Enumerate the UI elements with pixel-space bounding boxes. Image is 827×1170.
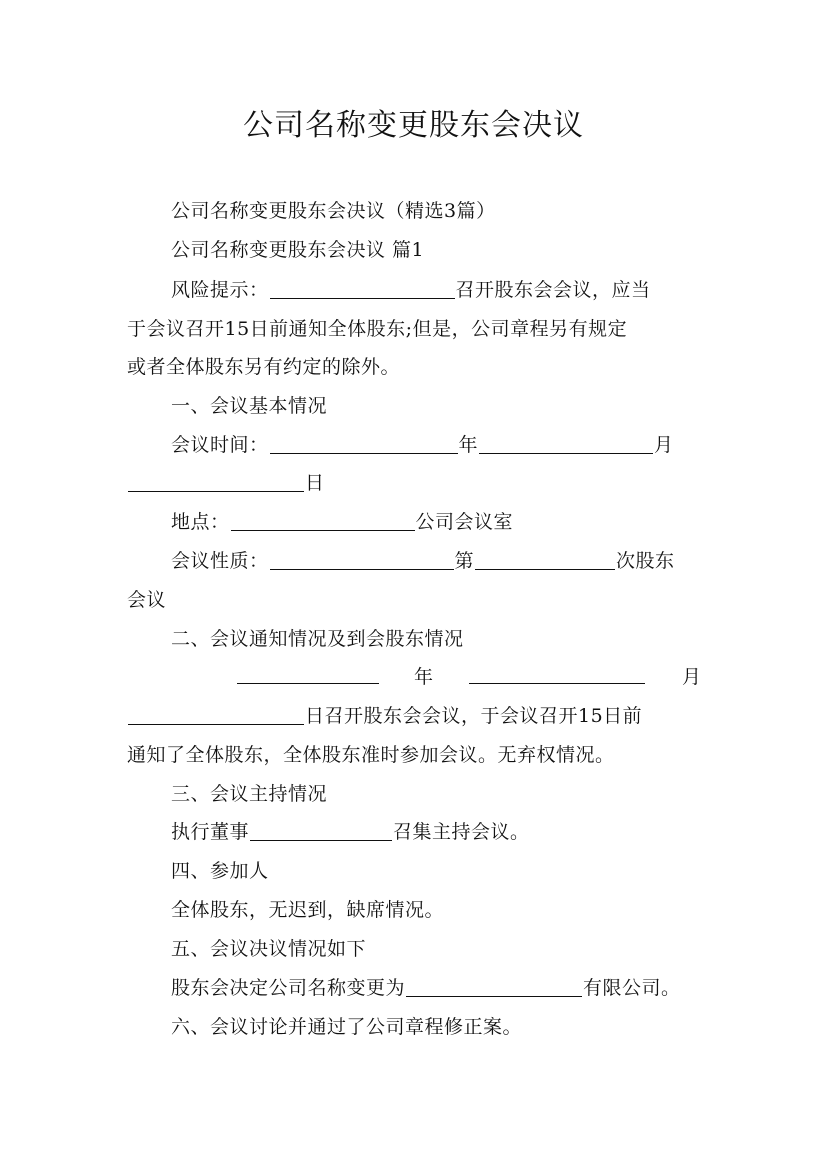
nature-tail: 次股东 <box>616 550 675 572</box>
blank-field[interactable] <box>237 665 379 684</box>
subtitle: 公司名称变更股东会决议（精选3篇） <box>171 200 496 222</box>
notice-year: 年 <box>414 666 434 688</box>
meeting-day-line <box>127 471 707 495</box>
host-tail: 召集主持会议。 <box>393 821 530 843</box>
month-label: 月 <box>654 434 674 456</box>
place-line <box>171 510 711 534</box>
blank-field[interactable] <box>406 978 582 997</box>
host-line <box>171 820 711 844</box>
notice-line2-tail: 日召开股东会会议，于会议召开15日前 <box>305 705 643 727</box>
meeting-time-line <box>171 433 711 457</box>
attendance-line: 全体股东，无迟到，缺席情况。 <box>171 899 445 921</box>
resolution-tail: 有限公司。 <box>583 977 681 999</box>
place-tail: 公司会议室 <box>415 511 514 533</box>
blank-field[interactable] <box>128 706 304 725</box>
nature-line <box>171 549 711 573</box>
heading-6: 六、会议讨论并通过了公司章程修正案。 <box>171 1016 523 1038</box>
nature-line-2: 会议 <box>127 589 167 611</box>
heading-3: 三、会议主持情况 <box>171 783 328 805</box>
resolution-line <box>171 976 711 1000</box>
blank-field[interactable] <box>128 473 304 492</box>
blank-field[interactable] <box>475 551 615 570</box>
risk-line-3: 或者全体股东另有约定的除外。 <box>127 356 401 378</box>
resolution-label: 股东会决定公司名称变更为 <box>171 977 406 999</box>
place-label: 地点： <box>171 511 230 533</box>
blank-field[interactable] <box>469 665 645 684</box>
risk-label: 风险提示： <box>171 279 269 301</box>
blank-field[interactable] <box>250 822 392 841</box>
blank-field[interactable] <box>270 280 455 299</box>
section-heading: 公司名称变更股东会决议 篇1 <box>171 239 425 261</box>
blank-field[interactable] <box>270 435 458 454</box>
host-label: 执行董事 <box>171 821 250 843</box>
heading-4: 四、参加人 <box>171 860 269 882</box>
risk-line-1 <box>171 278 711 302</box>
blank-field[interactable] <box>479 435 653 454</box>
heading-1: 一、会议基本情况 <box>171 395 328 417</box>
meeting-time-label: 会议时间： <box>171 434 269 456</box>
blank-field[interactable] <box>231 512 415 531</box>
notice-line-3: 通知了全体股东，全体股东准时参加会议。无弃权情况。 <box>127 744 615 766</box>
heading-2: 二、会议通知情况及到会股东情况 <box>171 628 464 650</box>
risk-line-2: 于会议召开15日前通知全体股东;但是，公司章程另有规定 <box>127 318 628 340</box>
notice-month: 月 <box>682 666 702 688</box>
nature-label: 会议性质： <box>171 550 269 572</box>
document-title: 公司名称变更股东会决议 <box>243 108 584 143</box>
day-label: 日 <box>305 472 325 494</box>
risk-tail: 召开股东会会议，应当 <box>455 279 651 301</box>
nature-mid: 第 <box>454 550 475 572</box>
heading-5: 五、会议决议情况如下 <box>171 938 367 960</box>
year-label: 年 <box>458 434 479 456</box>
notice-line-2 <box>127 704 707 728</box>
blank-field[interactable] <box>270 551 454 570</box>
